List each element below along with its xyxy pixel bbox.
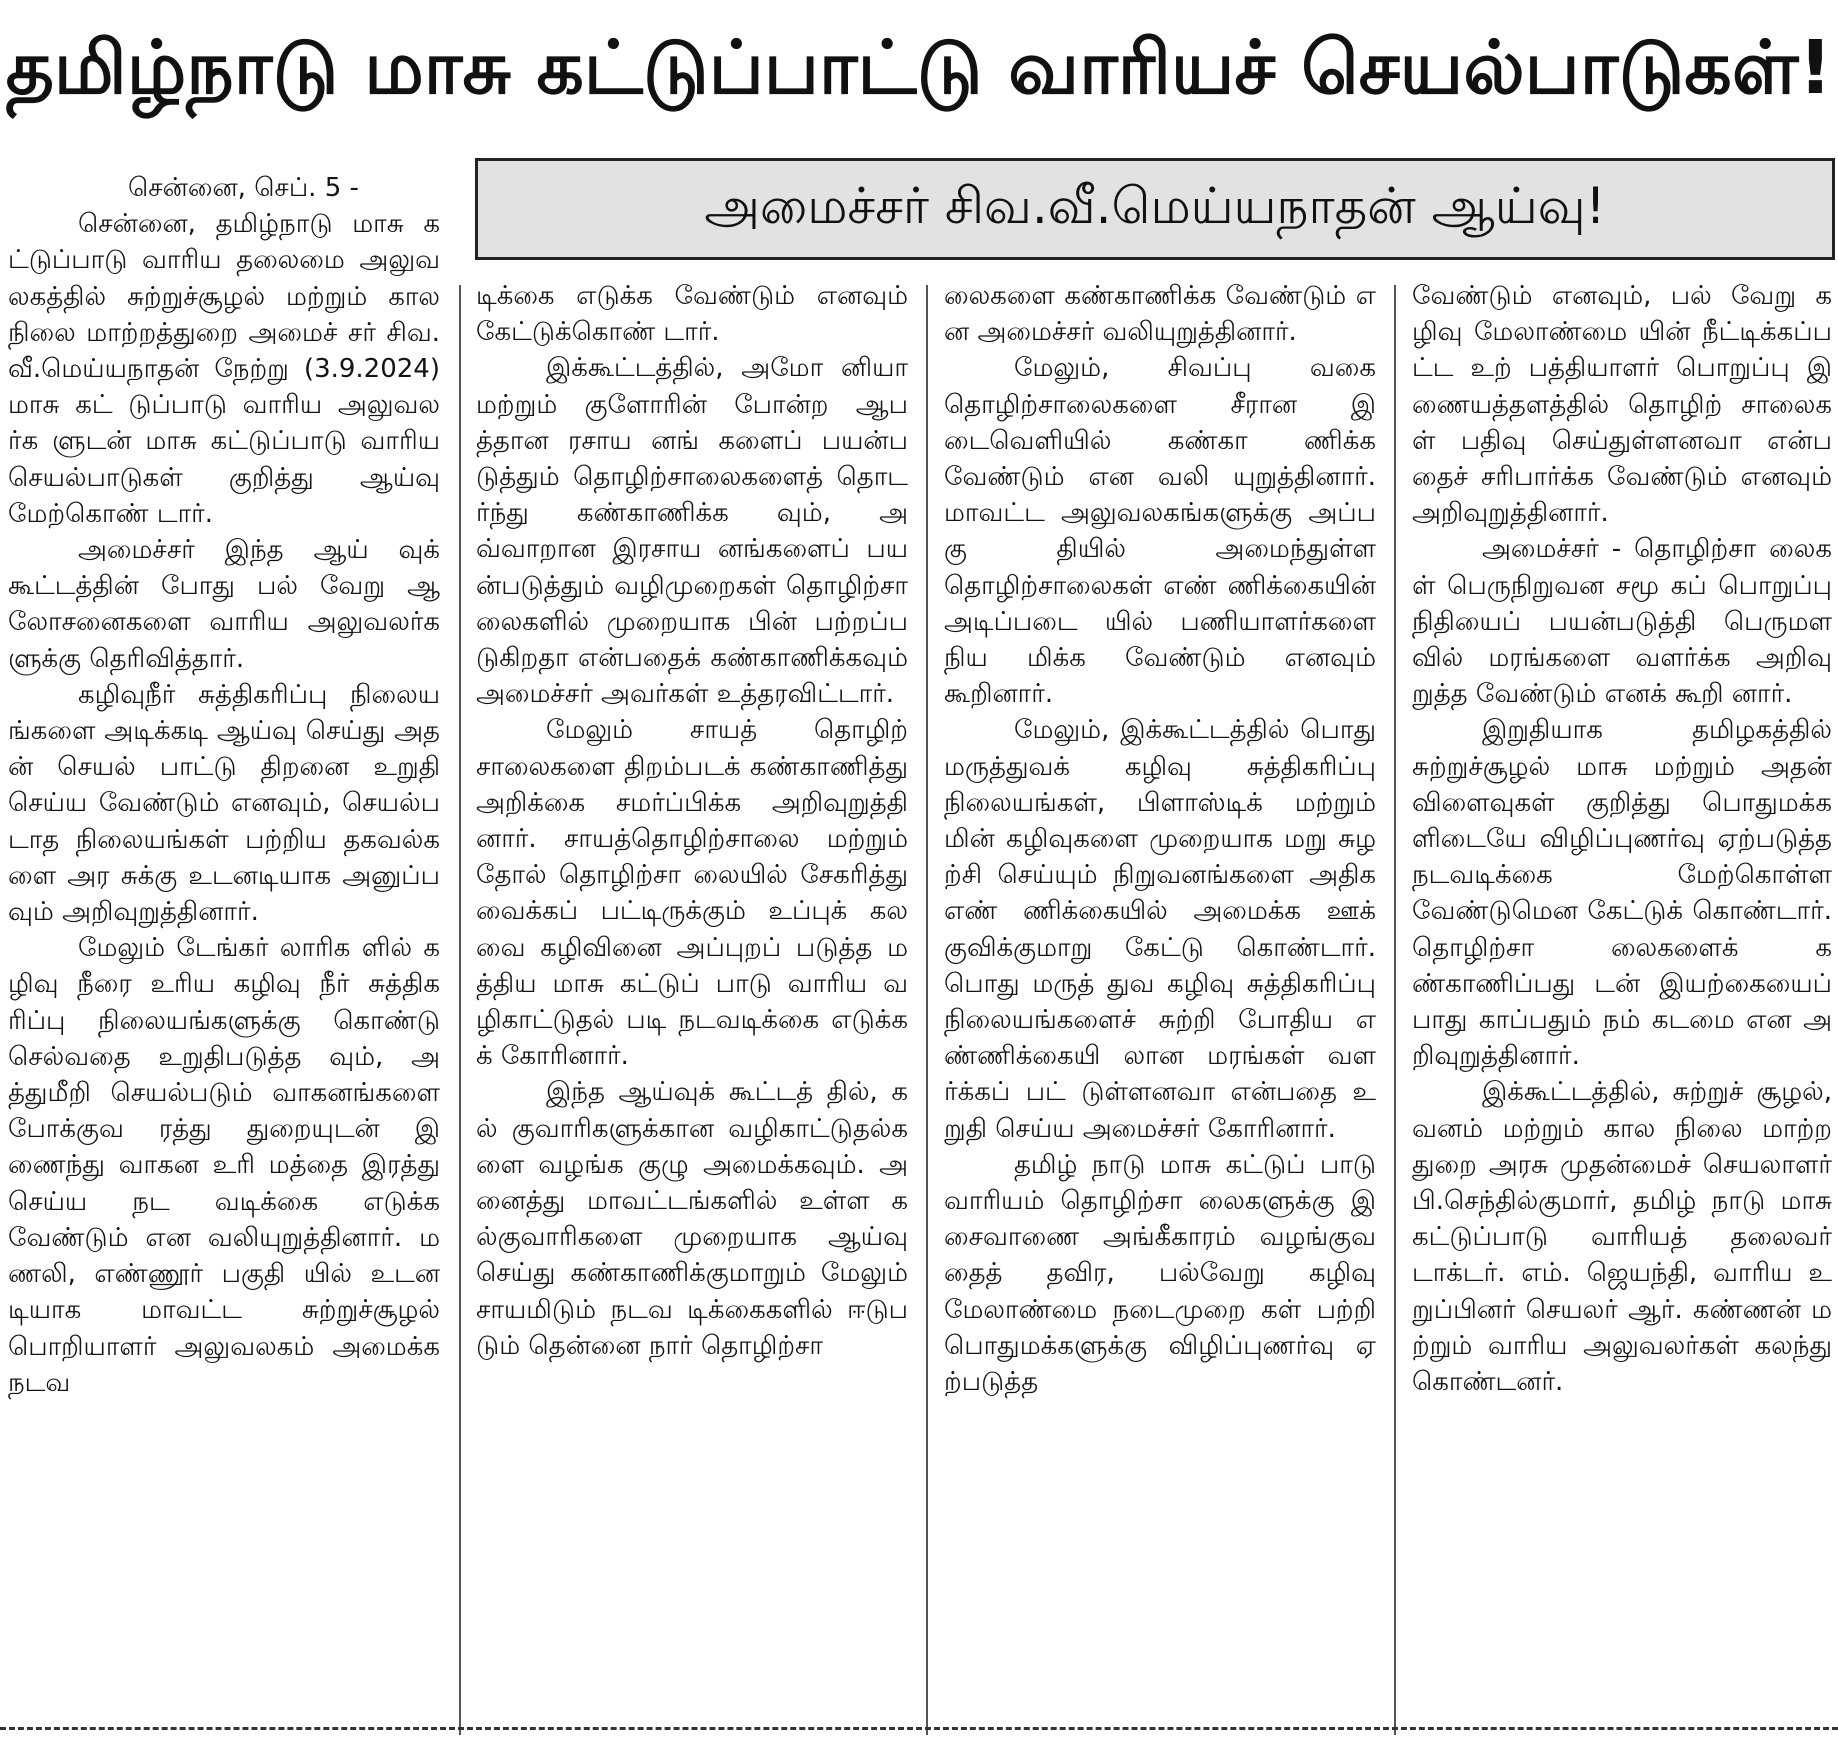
paragraph: இக்கூட்டத்தில், அமோ னியா மற்றும் குளோரின் போன்ற ஆபத்தான ரசாய னங் களைப் பயன்படுத்தும் தொழிற்சாலைகளைத் தொடர்ந்து கண்காணிக்க வும், அவ்வாறான இரசாய னங்களைப் பயன்படுத்தும் வழிமுறைகள் தொழிற்சா லைகளில் முறையாக பின் பற்றப்படுகிறதா என்பதைக் கண்காணிக்கவும் அமைச்சர் அவர்கள் உத்தரவிட்டார். — [476, 353, 908, 710]
paragraph: தமிழ் நாடு மாசு கட்டுப் பாடு வாரியம் தொழிற்சா லைகளுக்கு இசைவாணை அங்கீகாரம் வழங்குவதைத் தவிர, பல்வேறு கழிவு மேலாண்மை நடைமுறை கள் பற்றி பொதுமக்களுக்கு விழிப்புணர்வு ஏற்படுத்த — [944, 1149, 1376, 1398]
paragraph: சென்னை, தமிழ்நாடு மாசு கட்டுப்பாடு வாரிய தலைமை அலுவலகத்தில் சுற்றுச்சூழல் மற்றும் கால நிலை மாற்றத்துறை அமைச் சர் சிவ.வீ.மெய்யநாதன் நேற்று (3.9.2024) மாசு கட் டுப்பாடு வாரிய அலுவலர்க ளுடன் மாசு கட்டுப்பாடு வாரிய செயல்பாடுகள் குறித்து ஆய்வு மேற்கொண் டார். — [8, 209, 440, 529]
paragraph: மேலும், இக்கூட்டத்தில் பொது மருத்துவக் கழிவு சுத்திகரிப்பு நிலையங்கள், பிளாஸ்டிக் மற்றும் மின் கழிவுகளை முறையாக மறு சுழற்சி செய்யும் நிறுவனங்களை அதிக எண் ணிக்கையில் அமைக்க ஊக் குவிக்குமாறு கேட்டு கொண்டார். பொது மருத் துவ கழிவு சுத்திகரிப்பு நிலையங்களைச் சுற்றி போதிய எண்ணிக்கையி லான மரங்கள் வளர்க்கப் பட் டுள்ளனவா என்பதை உறுதி செய்ய அமைச்சர் கோரினார். — [944, 715, 1376, 1144]
paragraph: மேலும், சிவப்பு வகை தொழிற்சாலைகளை சீரான இடைவெளியில் கண்கா ணிக்க வேண்டும் என வலி யுறுத்தினார். மாவட்ட அலுவலகங்களுக்கு அப்பகு தியில் அமைந்துள்ள தொழிற்சாலைகள் எண் ணிக்கையின் அடிப்படை யில் பணியாளர்களை நிய மிக்க வேண்டும் எனவும் கூறினார். — [944, 353, 1376, 710]
headline: தமிழ்நாடு மாசு கட்டுப்பாட்டு வாரியச் செயல்பாடுகள்! — [5, 24, 1833, 111]
paragraph: மேலும் டேங்கர் லாரிக ளில் கழிவு நீரை உரிய கழிவு நீர் சுத்திகரிப்பு நிலையங்களுக்கு கொண்டு செல்வதை உறுதிபடுத்த வும், அத்துமீறி செயல்படும் வாகனங்களை போக்குவ ரத்து துறையுடன் இணைந்து வாகன உரி மத்தை இரத்து செய்ய நட வடிக்கை எடுக்க வேண்டும் என வலியுறுத்தினார். மணலி, எண்ணூர் பகுதி யில் உடனடியாக மாவட்ட சுற்றுச்சூழல் பொறியாளர் அலுவலகம் அமைக்க நடவ — [8, 933, 440, 1398]
article-column-1 — [8, 170, 440, 1730]
article-column-3 — [944, 278, 1376, 1730]
article-column-2 — [476, 278, 908, 1730]
paragraph: இறுதியாக தமிழகத்தில் சுற்றுச்சூழல் மாசு மற்றும் அதன் விளைவுகள் குறித்து பொதுமக்களிடையே விழிப்புணர்வு ஏற்படுத்த நடவடிக்கை மேற்கொள்ள வேண்டுமென கேட்டுக் கொண்டார். தொழிற்சா லைகளைக் கண்காணிப்பது டன் இயற்கையைப் பாது காப்பதும் நம் கடமை என அறிவுறுத்தினார். — [1412, 715, 1832, 1072]
article-column-4 — [1412, 278, 1832, 1730]
paragraph: அமைச்சர் இந்த ஆய் வுக் கூட்டத்தின் போது பல் வேறு ஆலோசனைகளை வாரிய அலுவலர்களுக்கு தெரிவித்தார். — [8, 535, 440, 674]
bottom-dashed-rule — [0, 1727, 1838, 1730]
column-divider — [1394, 285, 1396, 1735]
paragraph: கழிவுநீர் சுத்திகரிப்பு நிலையங்களை அடிக்கடி ஆய்வு செய்து அதன் செயல் பாட்டு திறனை உறுதி செய்ய வேண்டும் எனவும், செயல்படாத நிலையங்கள் பற்றிய தகவல்களை அர சுக்கு உடனடியாக அனுப்ப வும் அறிவுறுத்தினார். — [8, 679, 440, 928]
paragraph: மேலும் சாயத் தொழிற் சாலைகளை திறம்படக் கண்காணித்து அறிக்கை சமர்ப்பிக்க அறிவுறுத்தி னார். சாயத்தொழிற்சாலை மற்றும் தோல் தொழிற்சா லையில் சேகரித்து வைக்கப் பட்டிருக்கும் உப்புக் கலவை கழிவினை அப்புறப் படுத்த மத்திய மாசு கட்டுப் பாடு வாரிய வழிகாட்டுதல் படி நடவடிக்கை எடுக்கக் கோரினார். — [476, 715, 908, 1072]
paragraph-continued: லைகளை கண்காணிக்க வேண்டும் என அமைச்சர் வலியுறுத்தினார். — [944, 281, 1376, 348]
subheadline: அமைச்சர் சிவ.வீ.மெய்யநாதன் ஆய்வு! — [704, 176, 1606, 235]
column-divider — [459, 285, 461, 1735]
paragraph: இந்த ஆய்வுக் கூட்டத் தில், கல் குவாரிகளுக்கான வழிகாட்டுதல்களை வழங்க குழு அமைக்கவும். அனைத்து மாவட்டங்களில் உள்ள கல்குவாரிகளை முறையாக ஆய்வு செய்து கண்காணிக்குமாறும் மேலும் சாயமிடும் நடவ டிக்கைகளில் ஈடுபடும் தென்னை நார் தொழிற்சா — [476, 1077, 908, 1361]
column-divider — [926, 285, 928, 1735]
paragraph: இக்கூட்டத்தில், சுற்றுச் சூழல், வனம் மற்றும் கால நிலை மாற்ற துறை அரசு முதன்மைச் செயலாளர் பி.செந்தில்குமார், தமிழ் நாடு மாசு கட்டுப்பாடு வாரியத் தலைவர் டாக்டர். எம். ஜெயந்தி, வாரிய உறுப்பினர் செயலர் ஆர். கண்ணன் மற்றும் வாரிய அலுவலர்கள் கலந்து கொண்டனர். — [1412, 1077, 1832, 1398]
paragraph: அமைச்சர் - தொழிற்சா லைகள் பெருநிறுவன சமூ கப் பொறுப்பு நிதியைப் பயன்படுத்தி பெருமளவில் மரங்களை வளர்க்க அறிவு றுத்த வேண்டும் எனக் கூறி னார். — [1412, 534, 1832, 710]
paragraph-continued: டிக்கை எடுக்க வேண்டும் எனவும் கேட்டுக்கொண் டார். — [476, 281, 908, 348]
subheadline-box — [475, 158, 1835, 260]
dateline: சென்னை, செப். 5 - — [128, 173, 359, 203]
paragraph-continued: வேண்டும் எனவும், பல் வேறு கழிவு மேலாண்மை யின் நீட்டிக்கப்பட்ட உற் பத்தியாளர் பொறுப்பு இணையத்தளத்தில் தொழிற் சாலைகள் பதிவு செய்துள்ளனவா என்ப தைச் சரிபார்க்க வேண்டும் எனவும் அறிவுறுத்தினார். — [1412, 281, 1832, 529]
